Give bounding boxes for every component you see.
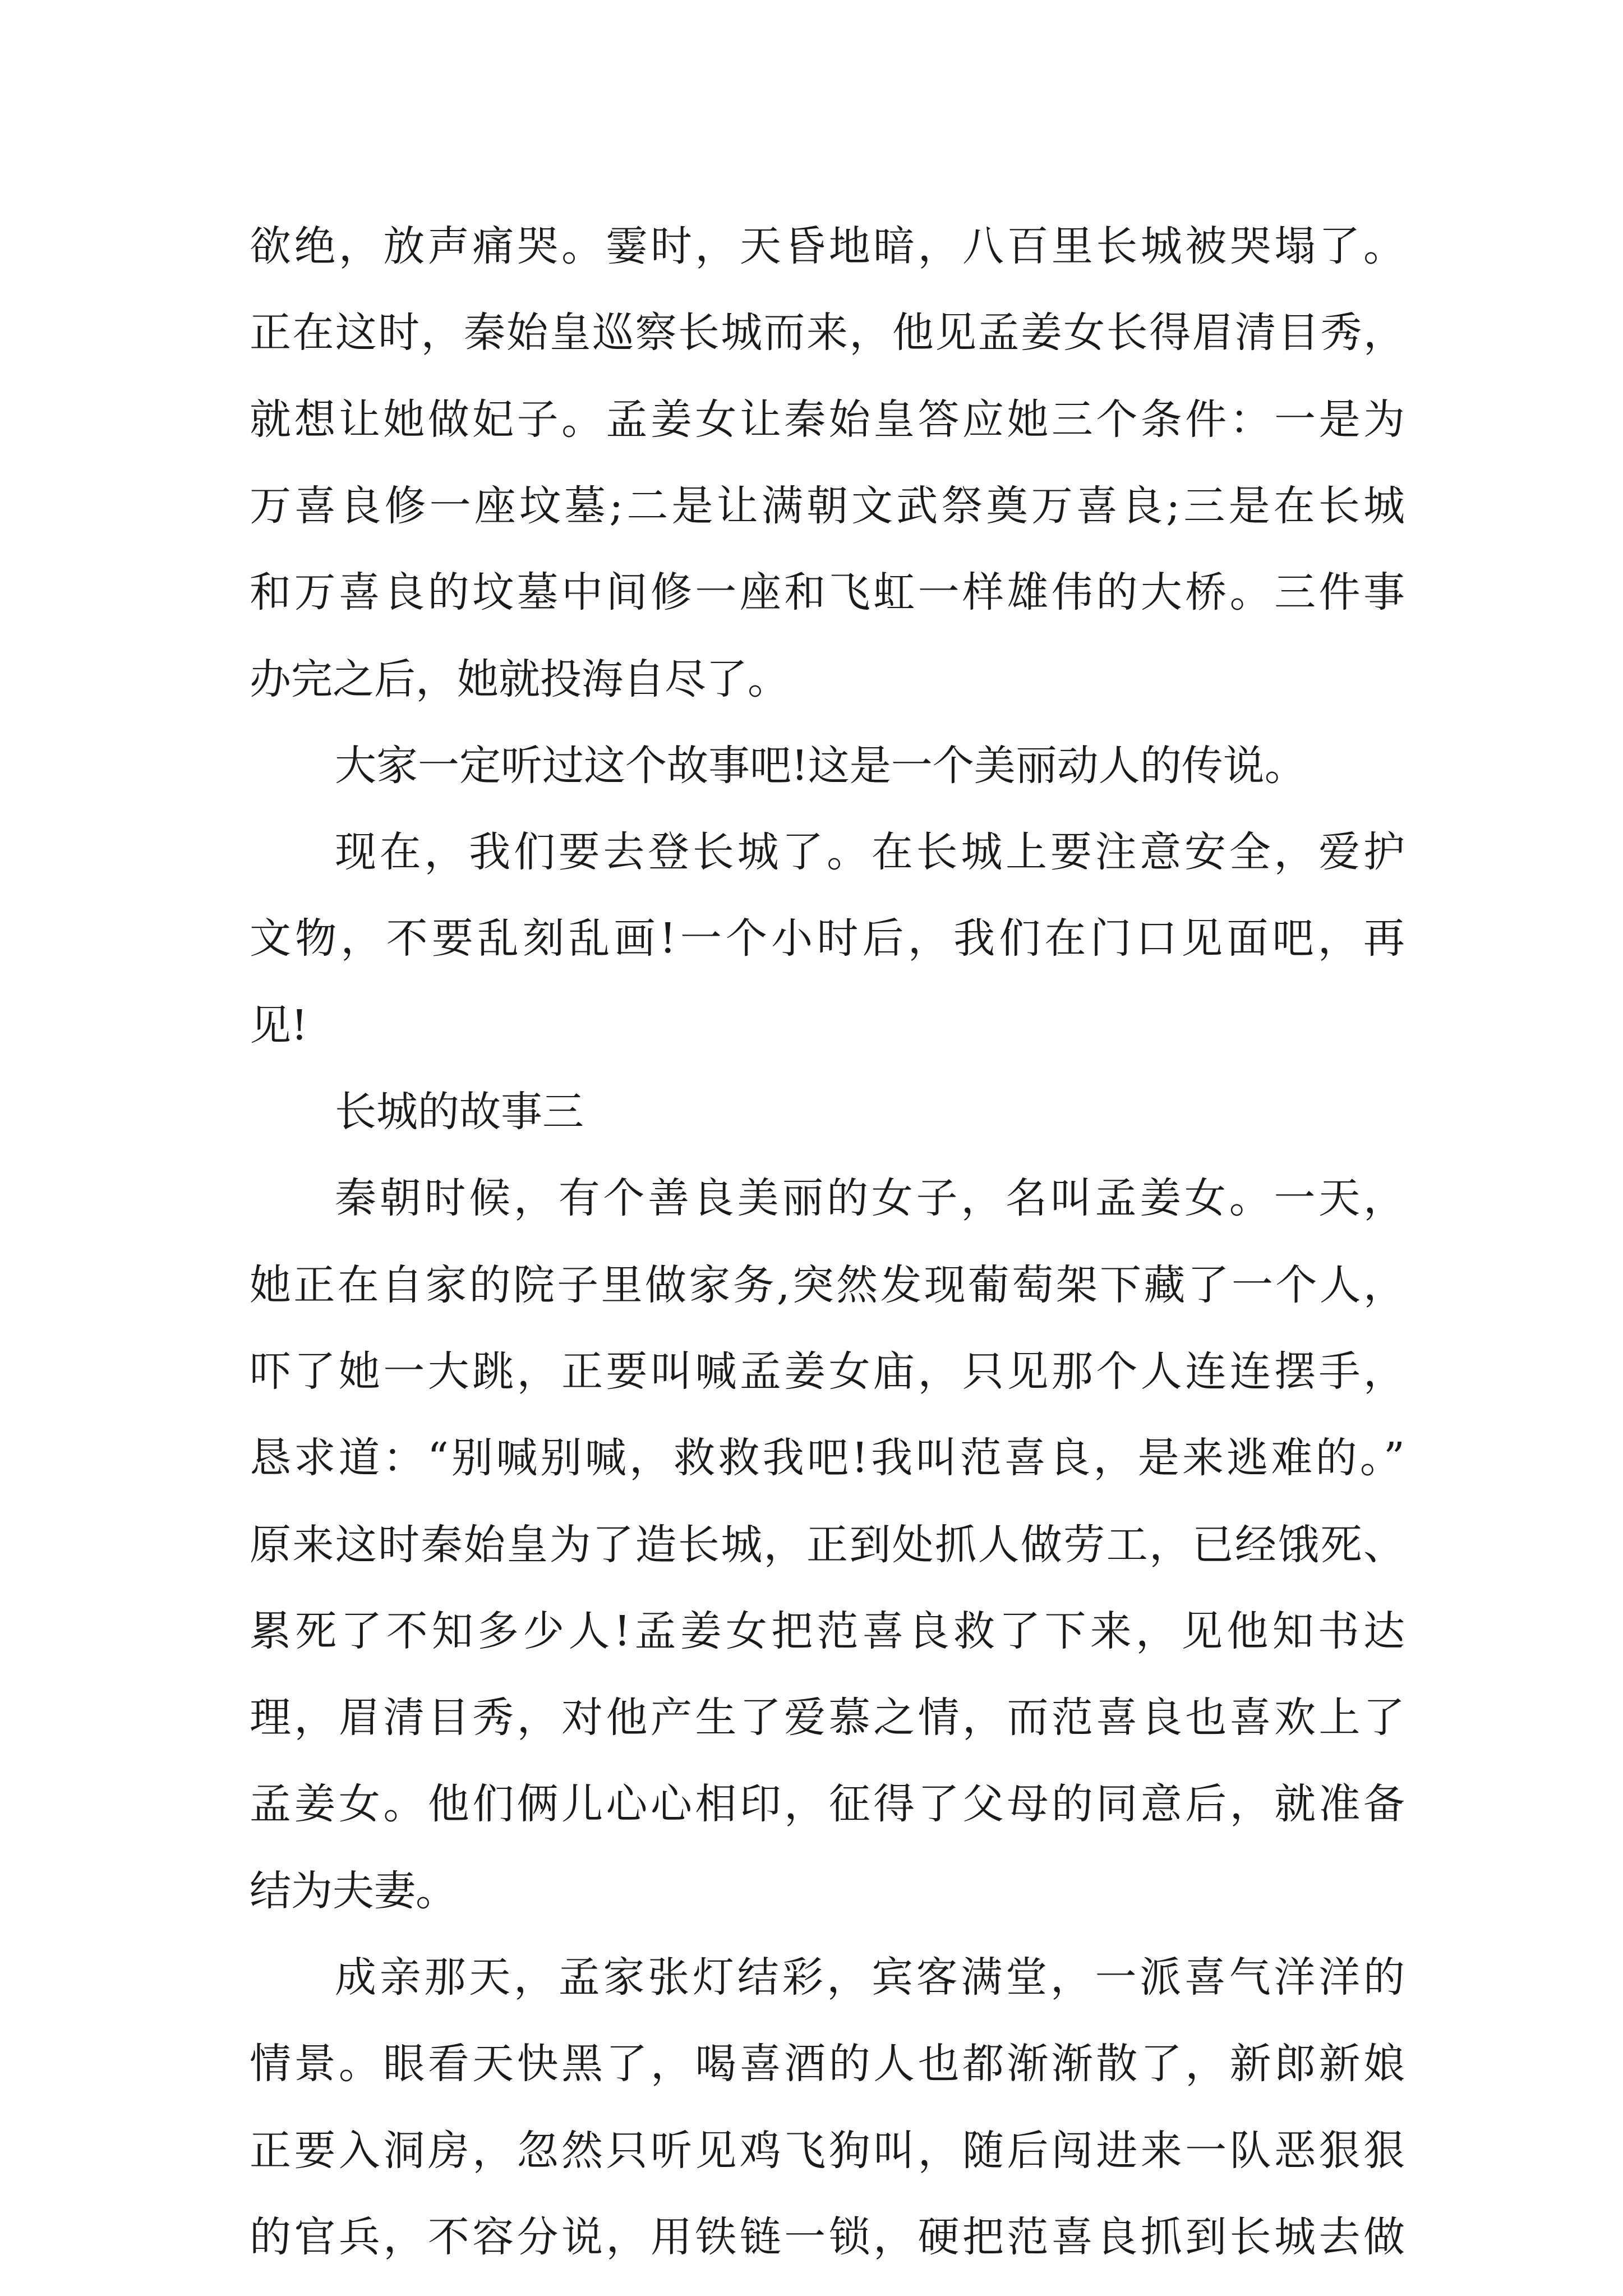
text-line: 累死了不知多少人!孟姜女把范喜良救了下来，见他知书达	[250, 1607, 1405, 1655]
text-line: 大家一定听过这个故事吧!这是一个美丽动人的传说。	[335, 741, 1306, 790]
text-line: 欲绝，放声痛哭。霎时，天昏地暗，八百里长城被哭塌了。	[250, 222, 1405, 270]
text-line: 现在，我们要去登长城了。在长城上要注意安全，爱护	[335, 828, 1405, 877]
text-line: 长城的故事三	[335, 1088, 584, 1136]
text-line: 和万喜良的坟墓中间修一座和飞虹一样雄伟的大桥。三件事	[250, 568, 1405, 617]
text-line: 正在这时，秦始皇巡察长城而来，他见孟姜女长得眉清目秀，	[250, 309, 1405, 357]
text-line: 文物，不要乱刻乱画!一个小时后，我们在门口见面吧，再	[250, 914, 1405, 963]
text-line: 孟姜女。他们俩儿心心相印，征得了父母的同意后，就准备	[250, 1780, 1405, 1829]
text-line: 她正在自家的院子里做家务,突然发现葡萄架下藏了一个人，	[250, 1260, 1405, 1309]
text-line: 结为夫妻。	[250, 1866, 457, 1915]
text-line: 秦朝时候，有个善良美丽的女子，名叫孟姜女。一天，	[335, 1174, 1405, 1223]
text-line: 情景。眼看天快黑了，喝喜酒的人也都渐渐散了，新郎新娘	[250, 2040, 1405, 2088]
text-line: 理，眉清目秀，对他产生了爱慕之情，而范喜良也喜欢上了	[250, 1694, 1405, 1742]
text-line: 原来这时秦始皇为了造长城，正到处抓人做劳工，已经饿死、	[250, 1520, 1405, 1569]
text-line: 正要入洞房，忽然只听见鸡飞狗叫，随后闯进来一队恶狠狠	[250, 2126, 1405, 2175]
text-line: 的官兵，不容分说，用铁链一锁，硬把范喜良抓到长城去做	[250, 2212, 1405, 2261]
text-line: 就想让她做妃子。孟姜女让秦始皇答应她三个条件：一是为	[250, 395, 1405, 444]
text-line: 办完之后，她就投海自尽了。	[250, 655, 789, 703]
text-line: 成亲那天，孟家张灯结彩，宾客满堂，一派喜气洋洋的	[335, 1953, 1405, 2001]
text-line: 吓了她一大跳，正要叫喊孟姜女庙，只见那个人连连摆手，	[250, 1347, 1405, 1396]
text-line: 恳求道：“别喊别喊，救救我吧!我叫范喜良，是来逃难的。”	[250, 1434, 1405, 1483]
text-line: 见!	[250, 1001, 308, 1050]
text-line: 万喜良修一座坟墓;二是让满朝文武祭奠万喜良;三是在长城	[250, 481, 1405, 530]
